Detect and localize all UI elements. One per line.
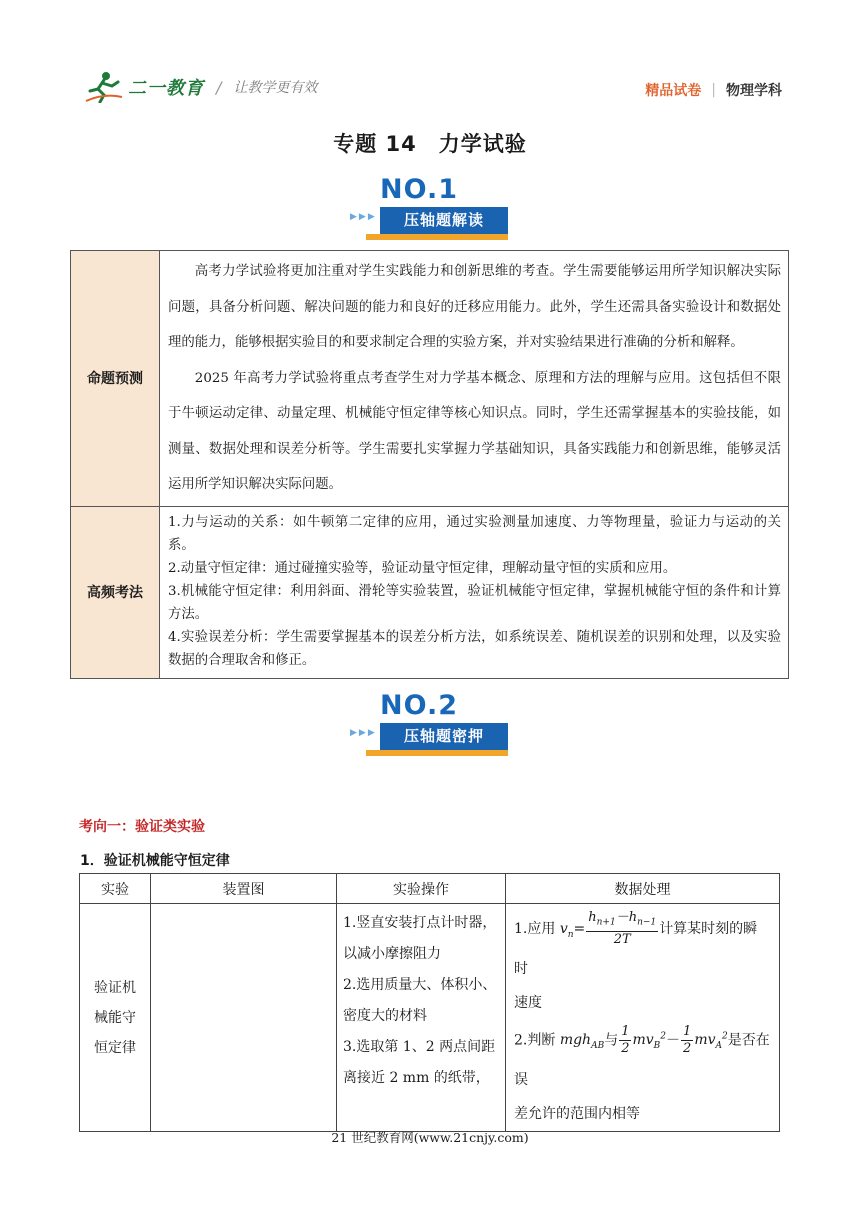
equals-sign: = (573, 920, 586, 937)
experiment-name (80, 904, 151, 1132)
data-line-1: 1.应用 $v_n=$ $\frac{h_{n+1}-h_{n-1}}{2T}$ 计算某时刻的瞬时 (514, 910, 758, 977)
overview-table (70, 250, 789, 679)
data-text: 与 (604, 1032, 619, 1049)
brand-separator: / (216, 77, 222, 97)
header-badges (645, 80, 782, 100)
subject-badge: 物理学科 (726, 83, 782, 99)
frequent-item: 3.机械能守恒定律：利用斜面、滑轮等实验装置，验证机械能守恒定律，掌握机械能守恒的条件和计算方法。 (168, 583, 781, 622)
column-header: 实验操作 (337, 874, 506, 904)
badge-separator: | (711, 82, 716, 98)
data-line-4: 差允许的范围内相等 (514, 1106, 640, 1123)
frequent-item: 2.动量守恒定律：通过碰撞实验等，验证动量守恒定律，理解动量守恒的实质和应用。 (168, 560, 677, 576)
operation-item: 2.选用质量大、体积小、密度大的材料 (343, 977, 497, 1024)
experiment-table (79, 873, 780, 1132)
premium-badge: 精品试卷 (645, 83, 702, 99)
data-text: 计算某时刻的瞬时 (514, 920, 758, 977)
frequent-label: 高频考法 (71, 506, 160, 678)
frequent-item: 4.实验误差分析：学生需要掌握基本的误差分析方法，如系统误差、随机误差的识别和处理，以及实验数据的合理取舍和修正。 (168, 629, 781, 668)
column-header: 数据处理 (506, 874, 780, 904)
banner-no1 (346, 174, 516, 246)
formula-symbol: h (588, 910, 597, 925)
banner-underline (366, 234, 508, 240)
formula-denominator: 2T (613, 931, 631, 947)
data-text: 1.应用 (514, 920, 560, 937)
frequent-content (160, 506, 789, 678)
column-header: 装置图 (151, 874, 337, 904)
prediction-content (160, 251, 789, 507)
brand-name: 二一教育 (128, 78, 204, 99)
experiment-name-text: 验证机械能守恒定律 (94, 979, 136, 1056)
data-text: 2.判断 (514, 1032, 560, 1049)
operation-item: 1.竖直安装打点计时器，以减小摩擦阻力 (343, 915, 497, 962)
banner-number: NO.2 (380, 690, 458, 721)
banner-label: 压轴题解读 (380, 207, 508, 234)
banner-underline (366, 750, 508, 756)
data-processing-cell (506, 904, 780, 1132)
column-header: 实验 (80, 874, 151, 904)
sub-heading: 1．验证机械能守恒定律 (80, 853, 230, 869)
prediction-paragraph: 高考力学试验将更加注重对学生实践能力和创新思维的考查。学生需要能够运用所学知识解决实际问题，具备分析问题、解决问题的能力和良好的迁移应用能力。此外，学生还需具备实验设计和数据处理的能力，能够根据实验目的和要求制定合理的实验方案，并对实验结果进行准确的分析和解释。 (168, 264, 781, 350)
brand-slogan: 让教学更有效 (233, 80, 318, 96)
brand-logo (84, 70, 317, 104)
header-row (80, 874, 780, 904)
banner-no2 (346, 690, 516, 762)
apparatus-image (151, 904, 337, 1132)
data-line-2: 速度 (514, 994, 542, 1011)
energy-formula: $\frac{1}{2}$ (683, 1023, 692, 1056)
frequent-item: 1.力与运动的关系：如牛顿第二定律的应用，通过实验测量加速度、力等物理量，验证力与运动的关系。 (168, 514, 781, 553)
prediction-label: 命题预测 (71, 251, 160, 507)
operations-cell (337, 904, 506, 1132)
formula-symbol: － (615, 910, 629, 925)
banner-arrows-icon: ▶▶▶ (350, 212, 377, 222)
page-title: 专题 14 力学试验 (333, 132, 527, 156)
runner-logo-icon (84, 71, 124, 103)
energy-formula: $\frac{1}{2}$ (621, 1023, 630, 1056)
prediction-paragraph: 2025 年高考力学试验将重点考查学生对力学基本概念、原理和方法的理解与应用。这包括但不限于牛顿运动定律、动量定理、机械能守恒定律等核心知识点。同时，学生还需掌握基本的实验技能，如测量、数据处理和误差分析等。学生需要扎实掌握力学基础知识，具备实践能力和创新思维，能够灵活运用所学知识解决实际问题。 (168, 370, 781, 492)
direction-heading: 考向一：验证类实验 (79, 819, 205, 835)
banner-label: 压轴题密押 (380, 723, 508, 750)
banner-number: NO.1 (380, 174, 458, 205)
data-line-3: 2.判断 mgh$_{AB}$与 $\frac{1}{2}$ $mv_B^2-$ $\frac{1}{2}$ $mv_A^2$是否在误 (514, 1023, 770, 1089)
page-footer: 21 世纪教育网(www.21cnjy.com) (331, 1130, 529, 1145)
banner-arrows-icon: ▶▶▶ (350, 728, 377, 738)
prediction-row (71, 251, 789, 507)
table-row (80, 904, 780, 1132)
data-text: 是否在误 (514, 1032, 770, 1089)
frequent-row (71, 506, 789, 678)
operation-item: 3.选取第 1、2 两点间距离接近 2 mm 的纸带， (343, 1039, 496, 1086)
velocity-formula: $\frac{h_{n+1}-h_{n-1}}{2T}$ (588, 910, 657, 947)
